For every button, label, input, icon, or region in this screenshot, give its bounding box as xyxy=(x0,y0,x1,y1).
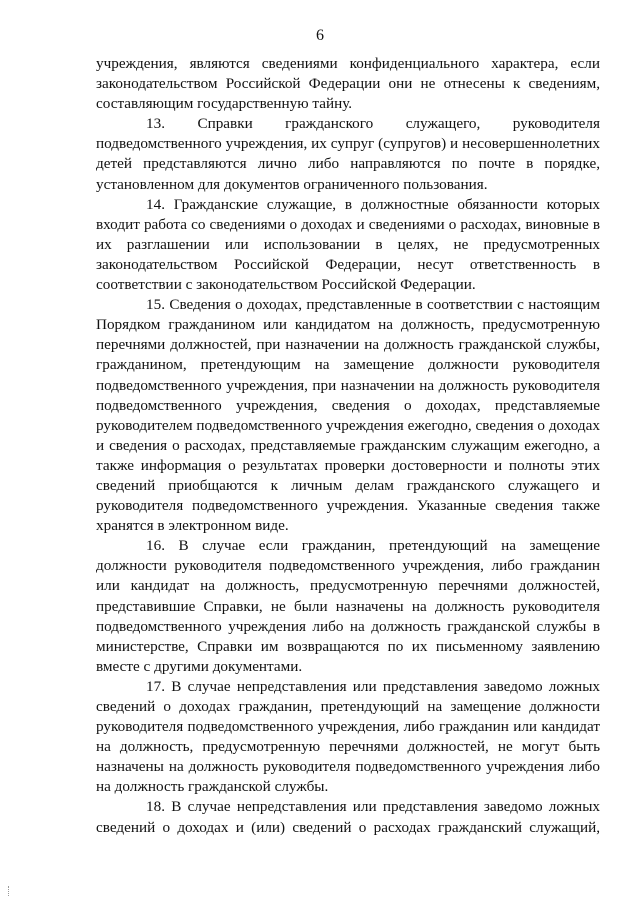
paragraph-17: 17. В случае непредставления или представления заведомо ложных сведений о доходах гражданин, претендующий на замещение должности руководителя подведомственного учреждения, либо гражданин или кандидат на должность, предусмотренную перечнями должностей, не могут быть назначены на должность руководителя подведомственного учреждения либо на должность гражданской службы. xyxy=(96,677,600,796)
document-body xyxy=(96,54,600,838)
paragraph-15: 15. Сведения о доходах, представленные в соответствии с настоящим Порядком гражданином или кандидатом на должность, предусмотренную перечнями должностей, при назначении на должность гражданской службы, гражданином, претендующим на замещение должности руководителя подведомственного учреждения, при назначении на должность руководителя подведомственного учреждения, сведения о доходах, представляемые руководителем подведомственного учреждения ежегодно, сведения о доходах и сведения о расходах, представляемые гражданским служащим ежегодно, а также информация о результатах проверки достоверности и полноты этих сведений приобщаются к личным делам гражданского служащего и руководителя подведомственного учреждения. Указанные сведения также хранятся в электронном виде. xyxy=(96,296,600,535)
paragraph-14: 14. Гражданские служащие, в должностные обязанности которых входит работа со сведениями о доходах и сведениями о расходах, виновные в их разглашении или использовании в целях, не предусмотренных законодательством Российской Федерации, несут ответственность в соответствии с законодательством Российской Федерации. xyxy=(96,195,600,294)
paragraph-12-continuation: учреждения, являются сведениями конфиденциального характера, если законодательством Российской Федерации они не отнесены к сведениям, составляющим государственную тайну. xyxy=(96,55,600,113)
paragraph-13: 13. Справки гражданского служащего, руководителя подведомственного учреждения, их супруг (супругов) и несовершеннолетних детей представляются лично либо направляются по почте в порядке, установленном для документов ограниченного пользования. xyxy=(96,115,600,193)
scan-margin-mark xyxy=(8,886,11,896)
paragraph-16: 16. В случае если гражданин, претендующий на замещение должности руководителя подведомственного учреждения, либо гражданин или кандидат на должность, предусмотренную перечнями должностей, представившие Справки, не были назначены на должность руководителя подведомственного учреждения либо на должность гражданской службы в министерстве, Справки им возвращаются по их письменному заявлению вместе с другими документами. xyxy=(96,537,600,675)
paragraph-18: 18. В случае непредставления или представления заведомо ложных сведений о доходах и (или) сведений о расходах гражданский служащий, xyxy=(96,798,600,836)
page-number: 6 xyxy=(316,27,324,44)
